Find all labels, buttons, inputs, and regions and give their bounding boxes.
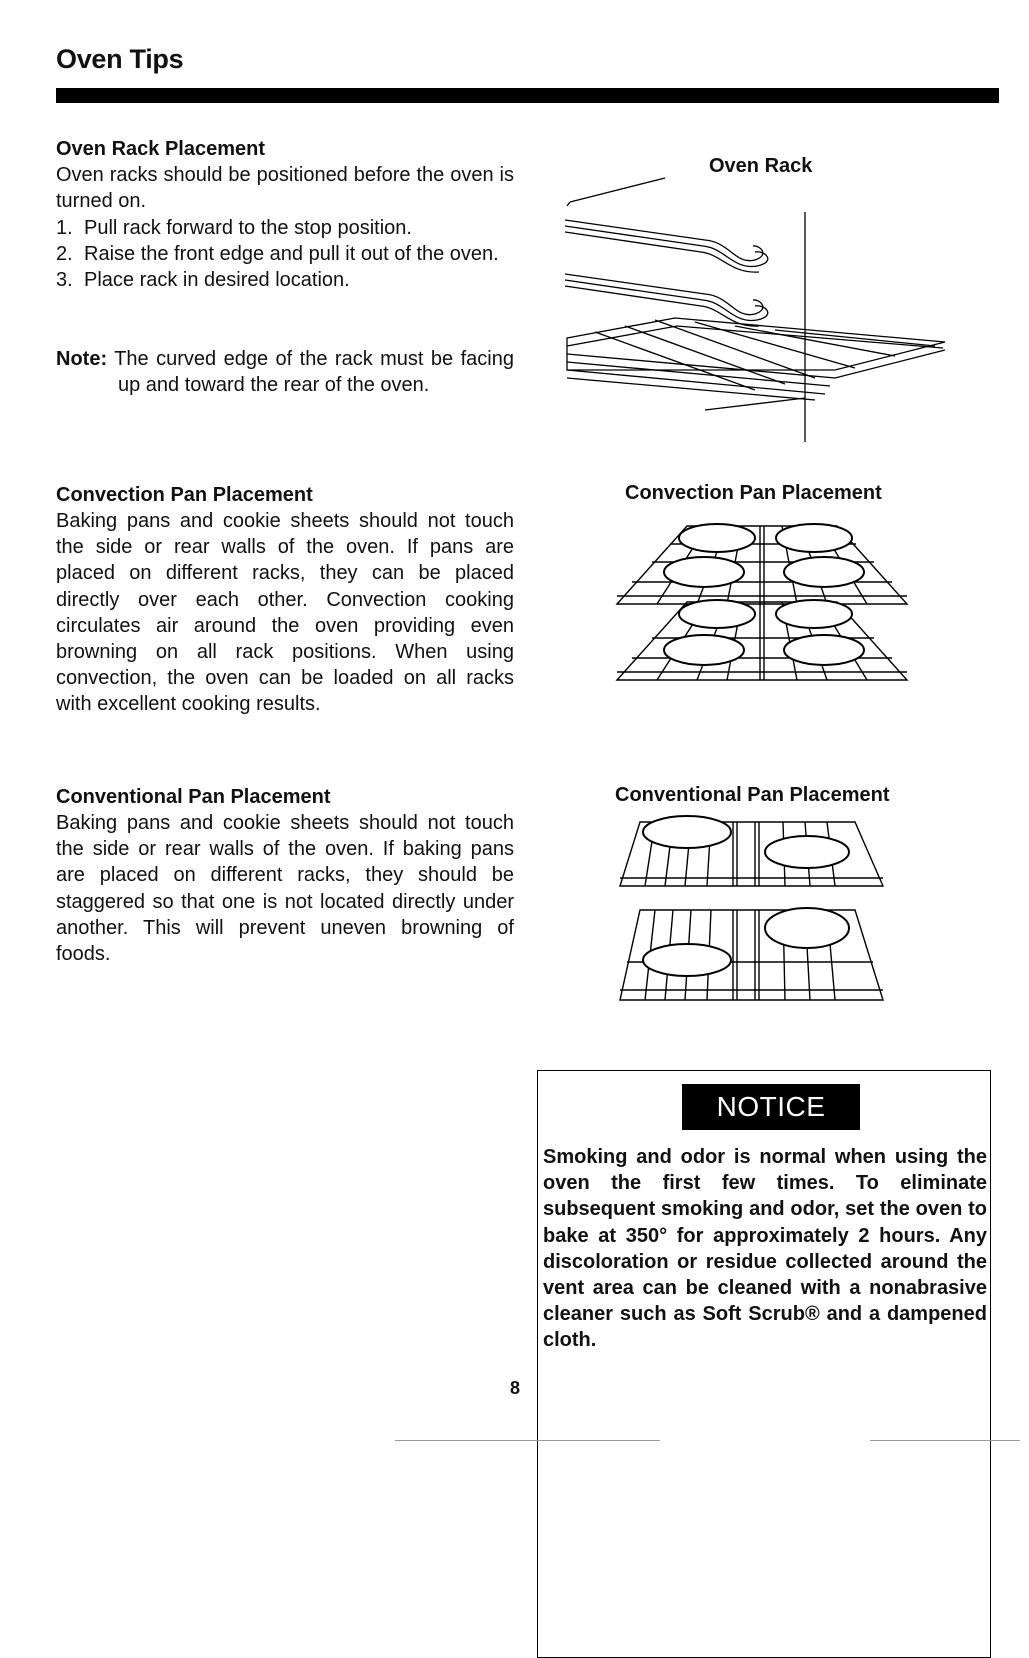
conventional-body: [56, 810, 514, 967]
convection-title: Convection Pan Placement: [56, 484, 313, 506]
rack-step-number: 3.: [56, 269, 73, 292]
scan-artifact-line: [870, 1440, 1020, 1441]
rack-placement-title: Oven Rack Placement: [56, 138, 265, 160]
rack-placement-steps: [56, 215, 514, 294]
rack-step-number: 2.: [56, 243, 73, 266]
rack-step-2: [56, 241, 514, 267]
convection-text: Baking pans and cookie sheets should not touch the side or rear walls of the oven. If pans are placed on different racks, they can be placed directly over each other. Convection cooking circulates air around the oven providing even browning on all rack positions. When using convection, the oven can be loaded on all racks with excellent cooking results.: [56, 510, 514, 716]
conventional-figure-label: Conventional Pan Placement: [615, 784, 890, 806]
rack-step-1: [56, 215, 514, 241]
page-title: Oven Tips: [56, 44, 184, 74]
rack-placement-intro-text: Oven racks should be positioned before the oven is turned on.: [56, 164, 514, 213]
convection-body: [56, 508, 514, 718]
oven-rack-figure-label: Oven Rack: [709, 155, 813, 177]
rack-note-body: [56, 346, 514, 398]
notice-text: Smoking and odor is normal when using the oven the first few times. To eliminate subsequent smoking and odor, set the oven to bake at 350° for approximately 2 hours. Any discoloration or residue collected around the vent area can be cleaned with a nonabrasive cleaner such as Soft Scrub® and a dampened cloth.: [543, 1146, 987, 1352]
rack-note: [56, 346, 514, 398]
rack-note-label: Note:: [56, 348, 108, 370]
conventional-text: Baking pans and cookie sheets should not touch the side or rear walls of the oven. If baking pans are placed on different racks, they should be staggered so that one is not located directly under another. This will prevent uneven browning of foods.: [56, 812, 514, 966]
conventional-pan-illustration: [615, 812, 890, 1007]
rack-step-text: Raise the front edge and pull it out of the oven.: [84, 243, 499, 266]
rack-note-text: The curved edge of the rack must be facing up and toward the rear of the oven.: [114, 348, 514, 397]
conventional-title: Conventional Pan Placement: [56, 786, 331, 808]
rack-step-text: Place rack in desired location.: [84, 269, 350, 292]
oven-rack-illustration: [555, 170, 965, 450]
rack-step-3: [56, 267, 514, 293]
page-number: 8: [510, 1378, 521, 1398]
rack-placement-intro: [56, 162, 514, 214]
title-rule: [56, 88, 999, 103]
scan-artifact-line: [395, 1440, 660, 1441]
convection-pan-illustration: [612, 516, 912, 688]
convection-figure-label: Convection Pan Placement: [625, 482, 882, 504]
rack-step-number: 1.: [56, 217, 73, 239]
rack-step-text: Pull rack forward to the stop position.: [84, 217, 412, 239]
notice-badge: NOTICE: [682, 1084, 860, 1130]
